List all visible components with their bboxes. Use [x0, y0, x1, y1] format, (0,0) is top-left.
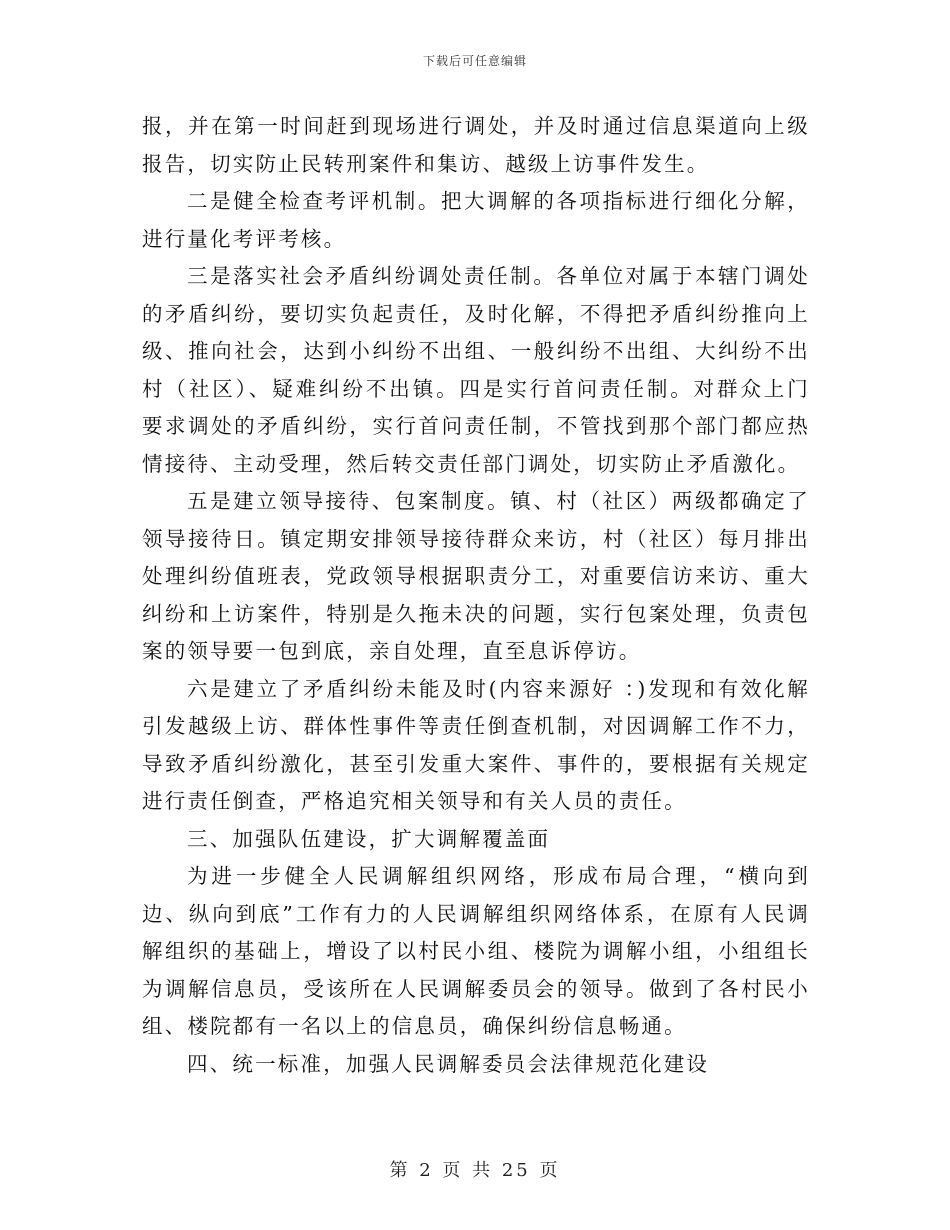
section-heading-standardization: 四、统一标准，加强人民调解委员会法律规范化建设: [187, 1051, 710, 1076]
paragraph-inspection-mechanism: 二是健全检查考评机制。把大调解的各项指标进行细化分解，进行量化考评考核。: [142, 189, 810, 251]
page-header: 下载后可任意编辑: [422, 54, 527, 68]
document-body: [142, 108, 810, 1083]
paragraph-accountability: 六是建立了矛盾纠纷未能及时(内容来源好 ：)发现和有效化解引发越级上访、群体性事件等责任倒查机制，对因调解工作不力，导致矛盾纠纷激化，甚至引发重大案件、事件的，要根据有关规定进行责任倒查，严格追究相关领导和有关人员的责任。: [142, 676, 810, 813]
page-footer: 第 2 页 共 25 页: [389, 1160, 561, 1181]
paragraph-leader-reception: 五是建立领导接待、包案制度。镇、村（社区）两级都确定了领导接待日。镇定期安排领导接待群众来访，村（社区）每月排出处理纠纷值班表，党政领导根据职责分工，对重要信访来访、重大纠纷和上访案件，特别是久拖未决的问题，实行包案处理，负责包案的领导要一包到底，亲自处理，直至息诉停访。: [142, 489, 810, 663]
paragraph-continuation: 报，并在第一时间赶到现场进行调处，并及时通过信息渠道向上级报告，切实防止民转刑案件和集访、越级上访事件发生。: [142, 114, 810, 176]
paragraph-responsibility-system: 三是落实社会矛盾纠纷调处责任制。各单位对属于本辖门调处的矛盾纠纷，要切实负起责任，及时化解，不得把矛盾纠纷推向上级、推向社会，达到小纠纷不出组、一般纠纷不出组、大纠纷不出村（社区）、疑难纠纷不出镇。四是实行首问责任制。对群众上门要求调处的矛盾纠纷，实行首问责任制，不管找到那个部门都应热情接待、主动受理，然后转交责任部门调处，切实防止矛盾激化。: [142, 264, 810, 476]
paragraph-mediation-network: 为进一步健全人民调解组织网络，形成布局合理，“横向到边、纵向到底”工作有力的人民调解组织网络体系，在原有人民调解组织的基础上，增设了以村民小组、楼院为调解小组，小组组长为调解信息员，受该所在人民调解委员会的领导。做到了各村民小组、楼院都有一名以上的信息员，确保纠纷信息畅通。: [142, 864, 810, 1038]
section-heading-team-building: 三、加强队伍建设，扩大调解覆盖面: [187, 826, 551, 851]
